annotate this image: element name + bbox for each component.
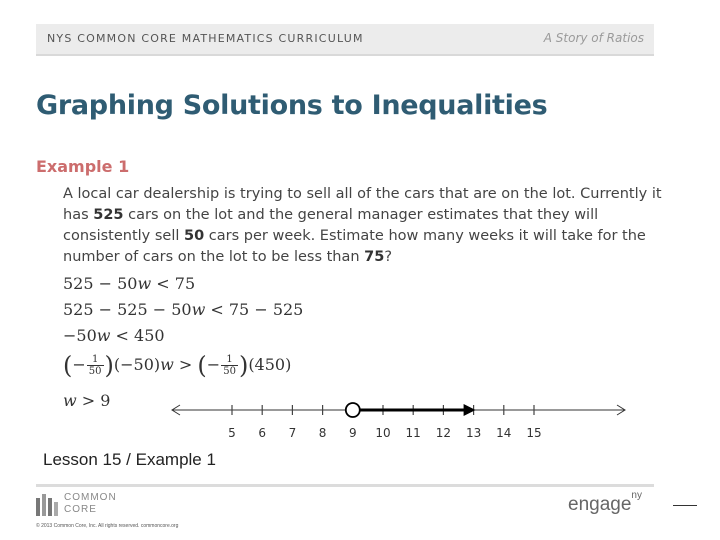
example-label: Example 1 bbox=[36, 157, 130, 176]
tick-label: 12 bbox=[435, 426, 452, 440]
problem-statement: A local car dealership is trying to sell all of the cars that are on the lot. Currently it has 525 cars on the lot and the general manager estimates that they will consistently sell 50 cars per week. Estimate how many weeks it will take for the number of cars on the lot to be less than 75? bbox=[63, 186, 662, 265]
common-core-logo-icon bbox=[36, 494, 60, 516]
tick-label: 8 bbox=[318, 426, 327, 440]
engageny-logo: engage$^{ny}$ bbox=[568, 489, 642, 515]
curriculum-name: NYS COMMON CORE MATHEMATICS CURRICULUM bbox=[47, 32, 364, 45]
footer-dash bbox=[673, 505, 697, 506]
number-line bbox=[160, 395, 640, 445]
tick-label: 7 bbox=[288, 426, 297, 440]
curriculum-header bbox=[36, 24, 654, 56]
tick-label: 11 bbox=[405, 426, 421, 440]
footer-divider bbox=[36, 484, 654, 487]
tick-label: 14 bbox=[496, 426, 512, 440]
tick-label: 15 bbox=[526, 426, 542, 440]
step-1: 525 − 50w < 75 bbox=[63, 274, 196, 293]
open-circle bbox=[346, 403, 360, 417]
page-title: Graphing Solutions to Inequalities bbox=[36, 90, 548, 121]
fraction: $\frac{1}{50}$ bbox=[88, 354, 102, 377]
tick-label: 13 bbox=[465, 426, 482, 440]
step-3: −50w < 450 bbox=[63, 326, 165, 345]
fraction: $\frac{1}{50}$ bbox=[223, 354, 236, 377]
step-5: w > 9 bbox=[63, 391, 111, 410]
tick-label: 9 bbox=[348, 426, 357, 440]
tick-label: 5 bbox=[228, 426, 236, 440]
tick-label: 10 bbox=[375, 426, 391, 440]
tick-label: 6 bbox=[258, 426, 267, 440]
story-name: A Story of Ratios bbox=[543, 31, 644, 45]
common-core-wordmark: COMMON CORE bbox=[64, 492, 117, 515]
copyright-notice: © 2013 Common Core, Inc. All rights reserved. commoncore.org bbox=[36, 523, 179, 529]
lesson-label: Lesson 15 / Example 1 bbox=[43, 450, 216, 469]
step-4: (− $\frac{1}{50}$ )(−50)w > (− $\frac{1}{50}$ )(450) bbox=[63, 351, 292, 380]
step-2: 525 − 525 − 50w < 75 − 525 bbox=[63, 300, 304, 319]
